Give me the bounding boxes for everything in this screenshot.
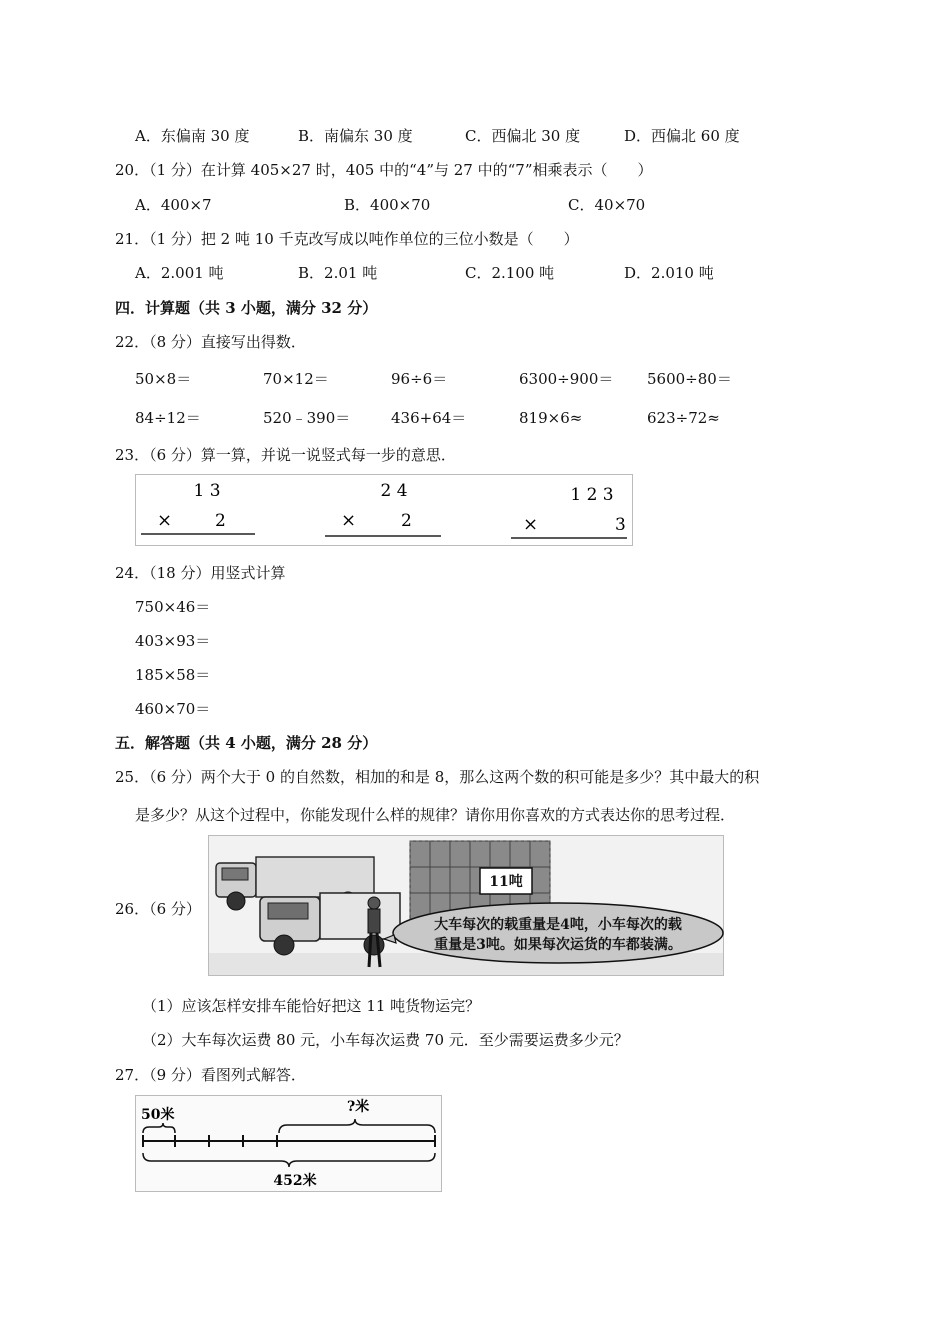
q27-segment-diagram <box>135 1095 442 1192</box>
q26-bubble-line1: 大车每次的载重量是4吨，小车每次的载 <box>434 917 682 933</box>
q23-vertical-multiplication-figure <box>135 474 633 546</box>
q24-item-1: 750×46＝ <box>135 598 211 616</box>
q23-p2-top: 2 4 <box>380 481 408 501</box>
q20-stem: 20．（1 分）在计算 405×27 时，405 中的“4”与 27 中的“7”相乘表示（ ） <box>115 161 653 179</box>
q23-stem: 23．（6 分）算一算，并说一说竖式每一步的意思． <box>115 446 456 464</box>
q26-trucks-figure <box>208 835 724 976</box>
section4-title: 四．计算题（共 3 小题，满分 32 分） <box>115 299 378 317</box>
q22-r2-c5: 623÷72≈ <box>647 409 720 427</box>
q23-p2-times: × <box>341 510 357 531</box>
q22-r2-c1: 84÷12＝ <box>135 409 201 427</box>
q22-r2-c4: 819×6≈ <box>519 409 583 427</box>
q20-option-b: B．400×70 <box>344 196 431 214</box>
q22-r1-c2: 70×12＝ <box>263 370 329 388</box>
q21-option-b: B．2.01 吨 <box>298 264 378 282</box>
q25-line2: 是多少？从这个过程中，你能发现什么样的规律？请你用你喜欢的方式表达你的思考过程． <box>135 806 736 824</box>
q24-stem: 24．（18 分）用竖式计算 <box>115 564 286 582</box>
q19-option-d: D．西偏北 60 度 <box>624 127 740 145</box>
q20-option-c: C．40×70 <box>568 196 646 214</box>
q23-p2-bottom: 2 <box>401 511 412 531</box>
q27-label-top: ?米 <box>347 1099 370 1115</box>
q23-p3-bottom: 3 <box>615 515 626 535</box>
q22-r1-c3: 96÷6＝ <box>391 370 448 388</box>
q22-r1-c1: 50×8＝ <box>135 370 192 388</box>
q27-stem: 27．（9 分）看图列式解答． <box>115 1066 306 1084</box>
q23-figure-svg <box>135 474 633 546</box>
q22-r1-c5: 5600÷80＝ <box>647 370 732 388</box>
q26-sub2: （2）大车每次运费 80 元，小车每次运费 70 元．至少需要运费多少元？ <box>142 1031 629 1049</box>
q27-figure-svg <box>135 1095 442 1192</box>
q21-stem: 21．（1 分）把 2 吨 10 千克改写成以吨作单位的三位小数是（ ） <box>115 230 579 248</box>
q22-r2-c2: 520﹣390＝ <box>263 409 351 427</box>
q23-p1-times: × <box>157 510 173 531</box>
q26-bubble-line2: 重量是3吨。如果每次运货的车都装满。 <box>434 937 682 953</box>
q23-p3-times: × <box>523 514 539 535</box>
q24-item-3: 185×58＝ <box>135 666 211 684</box>
q23-p1-top: 1 3 <box>193 481 221 501</box>
q26-sub1: （1）应该怎样安排车能恰好把这 11 吨货物运完？ <box>142 997 481 1015</box>
q25-line1: 25．（6 分）两个大于 0 的自然数，相加的和是 8，那么这两个数的积可能是多少？其中最大的积 <box>115 768 760 786</box>
q20-option-a: A．400×7 <box>135 196 212 214</box>
q21-option-a: A．2.001 吨 <box>135 264 224 282</box>
q23-p3-top: 1 2 3 <box>570 485 614 505</box>
q21-option-c: C．2.100 吨 <box>465 264 555 282</box>
q24-item-2: 403×93＝ <box>135 632 211 650</box>
q22-r2-c3: 436+64＝ <box>391 409 467 427</box>
q23-p1-bottom: 2 <box>215 511 226 531</box>
q19-option-a: A．东偏南 30 度 <box>135 127 250 145</box>
q19-option-b: B．南偏东 30 度 <box>298 127 413 145</box>
q26-sign-text: 11吨 <box>489 874 523 890</box>
q22-stem: 22．（8 分）直接写出得数． <box>115 333 306 351</box>
q22-r1-c4: 6300÷900＝ <box>519 370 614 388</box>
q27-label-left: 50米 <box>141 1107 175 1123</box>
section5-title: 五．解答题（共 4 小题，满分 28 分） <box>115 734 378 752</box>
q27-label-bottom: 452米 <box>273 1173 317 1189</box>
q26-figure-svg <box>208 835 724 976</box>
q26-label: 26．（6 分） <box>115 900 201 918</box>
q26-speech-bubble <box>393 903 723 963</box>
q19-option-c: C．西偏北 30 度 <box>465 127 581 145</box>
q21-option-d: D．2.010 吨 <box>624 264 714 282</box>
q24-item-4: 460×70＝ <box>135 700 211 718</box>
